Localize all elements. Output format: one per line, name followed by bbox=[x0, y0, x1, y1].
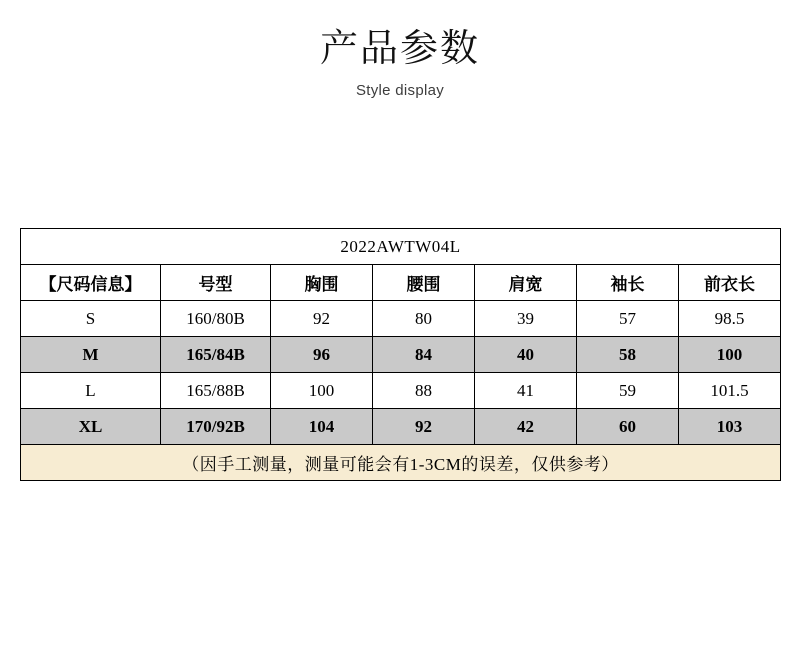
style-code-cell: 2022AWTW04L bbox=[21, 229, 781, 265]
measurement-note: （因手工测量，测量可能会有1-3CM的误差，仅供参考） bbox=[21, 445, 781, 481]
cell-shoulder: 41 bbox=[475, 373, 577, 409]
cell-waist: 80 bbox=[373, 301, 475, 337]
cell-size: L bbox=[21, 373, 161, 409]
size-table-container bbox=[20, 228, 780, 481]
cell-bust: 104 bbox=[271, 409, 373, 445]
cell-sleeve: 59 bbox=[577, 373, 679, 409]
cell-size: M bbox=[21, 337, 161, 373]
cell-spec: 165/88B bbox=[161, 373, 271, 409]
table-row bbox=[21, 409, 781, 445]
cell-size: S bbox=[21, 301, 161, 337]
cell-front-length: 98.5 bbox=[679, 301, 781, 337]
cell-sleeve: 57 bbox=[577, 301, 679, 337]
cell-spec: 160/80B bbox=[161, 301, 271, 337]
table-row bbox=[21, 301, 781, 337]
cell-waist: 88 bbox=[373, 373, 475, 409]
cell-shoulder: 42 bbox=[475, 409, 577, 445]
column-header-sleeve: 袖长 bbox=[577, 265, 679, 301]
page-title: 产品参数 bbox=[319, 28, 480, 70]
cell-sleeve: 60 bbox=[577, 409, 679, 445]
table-row-style-code bbox=[21, 229, 781, 265]
cell-spec: 170/92B bbox=[161, 409, 271, 445]
cell-bust: 96 bbox=[271, 337, 373, 373]
cell-spec: 165/84B bbox=[161, 337, 271, 373]
cell-shoulder: 39 bbox=[475, 301, 577, 337]
size-table bbox=[20, 228, 781, 481]
cell-waist: 84 bbox=[373, 337, 475, 373]
table-row bbox=[21, 373, 781, 409]
cell-front-length: 103 bbox=[679, 409, 781, 445]
cell-bust: 100 bbox=[271, 373, 373, 409]
column-header-shoulder: 肩宽 bbox=[475, 265, 577, 301]
table-row-header bbox=[21, 265, 781, 301]
column-header-front-length: 前衣长 bbox=[679, 265, 781, 301]
page-subtitle: Style display bbox=[355, 82, 445, 99]
cell-front-length: 101.5 bbox=[679, 373, 781, 409]
cell-sleeve: 58 bbox=[577, 337, 679, 373]
cell-waist: 92 bbox=[373, 409, 475, 445]
cell-front-length: 100 bbox=[679, 337, 781, 373]
column-header-spec: 号型 bbox=[161, 265, 271, 301]
cell-bust: 92 bbox=[271, 301, 373, 337]
column-header-size-info: 【尺码信息】 bbox=[21, 265, 161, 301]
page-header bbox=[0, 0, 800, 99]
cell-shoulder: 40 bbox=[475, 337, 577, 373]
column-header-waist: 腰围 bbox=[373, 265, 475, 301]
table-row-note bbox=[21, 445, 781, 481]
cell-size: XL bbox=[21, 409, 161, 445]
column-header-bust: 胸围 bbox=[271, 265, 373, 301]
table-row bbox=[21, 337, 781, 373]
